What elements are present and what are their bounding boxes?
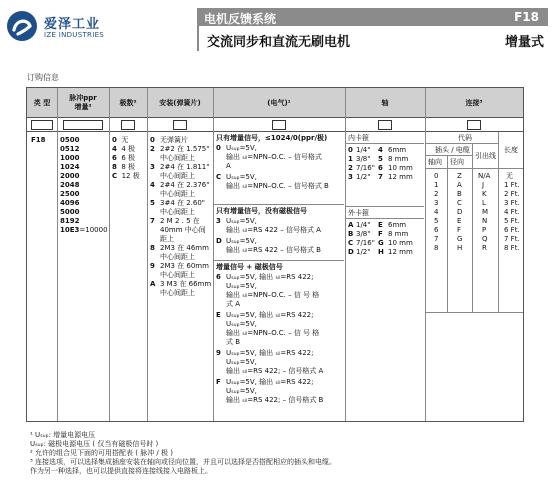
connection-radial-value: B (457, 190, 462, 198)
shaft-code: 5 (378, 155, 383, 163)
mount-desc: 2 M 2 . 5 在 (160, 217, 200, 225)
mount-desc: 3#4 在 2.60" (160, 199, 206, 207)
pole-option (112, 163, 135, 172)
connection-leadout-value: J (482, 181, 485, 189)
mount-desc: 2#2 在 1.575" (160, 145, 210, 153)
pole-code: 8 (112, 163, 117, 171)
ppr-option: 1024 (60, 163, 80, 171)
ppr-option: 2500 (60, 190, 80, 198)
col-ppr-header (57, 88, 109, 118)
connection-length-value: 8 Ft. (504, 244, 520, 252)
pole-code: 4 (112, 145, 117, 153)
shaft-group-title: 内卡箍 (348, 134, 369, 142)
electrical-section-title: 只有增量信号，没有磁极信号 (216, 207, 307, 215)
connection-axial-value: 2 (434, 190, 439, 198)
mount-desc: 2#4 在 2.376" (160, 181, 210, 189)
connection-radial-value: A (457, 181, 462, 189)
mount-desc: 中心间距上 (160, 208, 195, 216)
shaft-code: 6 (378, 164, 383, 172)
shaft-divider (346, 206, 424, 207)
connection-leadout-value: R (482, 244, 487, 252)
connection-length-value: 4 Ft. (504, 208, 520, 216)
shaft-code: 2 (348, 164, 353, 172)
shaft-code: C (348, 239, 354, 247)
shaft-size: 3/8" (356, 230, 371, 238)
connection-length-value: 5 Ft. (504, 217, 520, 225)
mount-desc: 无弹簧片 (160, 136, 188, 144)
pole-label: 12 极 (121, 172, 140, 180)
electrical-desc: 输出 ₛᵢₗ=NPN–O.C. – 信 号 格 (226, 329, 320, 337)
connection-axial-value: 3 (434, 199, 439, 207)
order-info-title: 订购信息 (27, 73, 59, 82)
pole-code: 6 (112, 154, 117, 162)
electrical-desc: 输出 ₛᵢₗ=RS 422; – 信号格式 A (226, 367, 324, 375)
header-band (197, 8, 548, 26)
connection-length: 长度 (504, 146, 518, 154)
shaft-size: 10 mm (388, 164, 413, 172)
col-shaft-header: 轴 (381, 98, 389, 107)
shaft-size: 8 mm (388, 155, 409, 163)
shaft-code: 0 (348, 146, 353, 154)
footnote: 作为另一种选择，也可以提供直接将连接线接入电路板上。 (30, 467, 212, 475)
col-poles-header: 极数² (119, 98, 137, 107)
footnote: Uₛᵤₚ: 磁极电源电压 ( 仅当有磁极信号时 ) (30, 440, 159, 448)
ordering-table (26, 87, 524, 422)
electrical-desc: Uₛᵤₚ=5V, (226, 320, 257, 328)
connection-code-title: 代码 (458, 134, 472, 142)
ppr-option: 2000 (60, 172, 80, 180)
connection-axial-value: 8 (434, 244, 439, 252)
electrical-desc: 式 A (226, 300, 241, 308)
connection-radial-value: Z (457, 172, 462, 180)
electrical-desc: Uₛᵤₚ=5V, 输出 ₛᵢₗ=RS 422; (226, 378, 314, 386)
encoder-type: 增量式 (504, 35, 544, 50)
connection-length-value: 6 Ft. (504, 226, 520, 234)
ppr-option: 5000 (60, 208, 80, 216)
electrical-desc: Uₛᵤₚ=5V, (226, 387, 257, 395)
mount-desc: 2#4 在 1.811" (160, 163, 210, 171)
brand-logo (6, 8, 134, 48)
ppr-option: 0500 (60, 136, 80, 144)
connection-axial-value: 6 (434, 226, 439, 234)
connection-axial: 轴向 (428, 158, 442, 166)
footnote: ³ 连接选项，可以选择集成插座安装在轴向或径向位置，并且可以选择是否搭配相应的插头和电缆。 (30, 458, 337, 466)
electrical-code: F (216, 378, 221, 386)
col-divider (425, 88, 426, 421)
connection-leadout: 引出线 (475, 152, 496, 160)
col-electrical-header: (电气)¹ (267, 98, 291, 107)
col-mount-header: 安装(弹簧片) (159, 98, 201, 107)
mount-code: A (150, 280, 156, 288)
connection-axial-value: 7 (434, 235, 439, 243)
mount-desc: 中心间距上 (160, 271, 195, 279)
shaft-size: 3/8" (356, 155, 371, 163)
mount-code: 7 (150, 217, 155, 225)
mount-desc: 中心间距上 (160, 253, 195, 261)
ppr-select-box[interactable] (63, 120, 103, 130)
type-value: F18 (31, 136, 46, 144)
electrical-desc: Uₛᵤₚ=5V, 输出 ₛᵢₗ=RS 422; (226, 273, 314, 281)
connection-axial-value: 4 (434, 208, 439, 216)
shaft-code: A (348, 221, 354, 229)
connection-divider (426, 155, 472, 156)
shaft-size: 1/4" (356, 146, 371, 154)
electrical-desc: 输出 ₛᵢₗ=NPN–O.C. – 信号格式 B (226, 182, 329, 190)
electrical-section-divider (214, 260, 344, 261)
electrical-desc: 输出 ₛᵢₗ=RS 422 – 信号格式 A (226, 226, 321, 234)
electrical-desc: Uₛᵤₚ=5V, (226, 237, 257, 245)
shaft-code: 3 (348, 173, 353, 181)
electrical-section-title: 只有增量信号，≤1024/0(ppr/极) (216, 134, 328, 142)
connection-length-value: 1 Ft. (504, 181, 520, 189)
connection-radial-value: F (457, 226, 462, 234)
ppr-option: 1000 (60, 154, 80, 162)
connection-divider (426, 143, 498, 144)
shaft-size: 1/4" (356, 221, 371, 229)
mount-code: 9 (150, 262, 155, 270)
shaft-divider (346, 218, 424, 219)
electrical-code: E (216, 311, 221, 319)
shaft-size: 1/2" (356, 248, 371, 256)
connection-col-divider (472, 144, 473, 312)
connection-radial-value: G (457, 235, 463, 243)
shaft-code: 1 (348, 155, 353, 163)
model-code: F18 (514, 10, 539, 24)
type-select-box[interactable] (31, 120, 53, 130)
connection-leadout-value: N/A (478, 172, 491, 180)
electrical-desc: Uₛᵤₚ=5V, 输出 ₛᵢₗ=RS 422; (226, 349, 314, 357)
connection-leadout-value: Q (482, 235, 488, 243)
connection-length-value: 无 (506, 172, 513, 180)
mount-desc: 40mm 中心间 (160, 226, 206, 234)
ppr-option: 8192 (60, 217, 80, 225)
col-ppr-header-line1: 脉冲ppr (69, 94, 97, 102)
electrical-desc: Uₛᵤₚ=5V, (226, 282, 257, 290)
shaft-code: D (348, 248, 354, 256)
pole-label: 8 极 (121, 163, 136, 171)
connection-leadout-value: P (482, 226, 487, 234)
connection-radial-value: E (457, 217, 462, 225)
electrical-desc: Uₛᵤₚ=5V, (226, 144, 257, 152)
pole-option (112, 145, 135, 154)
ppr-option: 2048 (60, 181, 80, 189)
connection-col-divider (498, 132, 499, 312)
shaft-code: B (348, 230, 354, 238)
mount-desc: 中心间距上 (160, 172, 195, 180)
connection-divider (426, 312, 523, 313)
connection-radial-value: C (457, 199, 462, 207)
table-header (27, 88, 523, 118)
electrical-desc: Uₛᵤₚ=5V, 输出 ₛᵢₗ=RS 422; (226, 311, 314, 319)
electrical-desc: Uₛᵤₚ=5V, (226, 358, 257, 366)
electrical-desc: 输出 ₛᵢₗ=NPN–O.C. – 信号格式 (226, 153, 322, 161)
shaft-size: 10 mm (388, 239, 413, 247)
shaft-code: 4 (378, 146, 383, 154)
poles-select-box[interactable] (121, 120, 135, 130)
mount-desc: 中心间距上 (160, 190, 195, 198)
shaft-size: 6mm (388, 221, 407, 229)
connection-leadout-value: N (482, 217, 488, 225)
mount-desc: 中心间距上 (160, 289, 195, 297)
electrical-section-title: 增量信号 + 磁极信号 (216, 263, 283, 271)
mount-desc: 中心间距上 (160, 154, 195, 162)
electrical-code: 6 (216, 273, 221, 281)
col-divider (213, 88, 214, 421)
connection-select-box[interactable] (467, 120, 481, 130)
connection-length-value: 2 Ft. (504, 190, 520, 198)
brand-logo-icon (6, 10, 38, 42)
connection-leadout-value: K (482, 190, 487, 198)
shaft-group-title: 外卡箍 (348, 209, 369, 217)
electrical-code: 0 (216, 144, 221, 152)
pole-option (112, 172, 140, 181)
pole-label: 6 极 (121, 154, 136, 162)
connection-length-value: 3 Ft. (504, 199, 520, 207)
pole-code: C (112, 172, 118, 180)
electrical-desc: Uₛᵤₚ=5V, (226, 173, 257, 181)
pole-code: 0 (112, 136, 117, 144)
connection-axial-value: 1 (434, 181, 439, 189)
mount-code: 4 (150, 181, 155, 189)
pole-label: 4 极 (121, 145, 136, 153)
connection-leadout-value: L (482, 199, 486, 207)
brand-name-en: IZE INDUSTRIES (44, 31, 105, 39)
col-connection-header: 连接³ (465, 98, 483, 107)
col-divider (147, 88, 148, 421)
shaft-size: 1/2" (356, 173, 371, 181)
connection-axial-value: 5 (434, 217, 439, 225)
electrical-select-box[interactable] (272, 120, 286, 130)
electrical-desc: Uₛᵤₚ=5V, (226, 217, 257, 225)
shaft-size: 7/16" (356, 164, 375, 172)
shaft-code: H (378, 248, 384, 256)
col-divider (57, 88, 58, 421)
mount-desc: 2M3 在 60mm (160, 262, 209, 270)
ppr-option: 4096 (60, 199, 80, 207)
ppr-option: 0512 (60, 145, 80, 153)
shaft-code: E (378, 221, 383, 229)
col-divider (345, 88, 346, 421)
mount-code: 5 (150, 199, 155, 207)
footnote: ² 允许的组合见下面的可用搭配表 ( 脉冲 / 极 ) (30, 449, 173, 457)
mount-select-box[interactable] (173, 120, 187, 130)
electrical-desc: 输出 ₛᵢₗ=NPN–O.C. – 信 号 格 (226, 291, 320, 299)
electrical-desc: A (226, 162, 231, 170)
electrical-desc: 式 B (226, 338, 241, 346)
electrical-code: 9 (216, 349, 221, 357)
mount-desc: 2M3 在 46mm (160, 244, 209, 252)
mount-code: 0 (150, 136, 155, 144)
mount-desc: 3 M3 在 66mm (160, 280, 212, 288)
electrical-desc: 输出 ₛᵢₗ=RS 422; – 信号格式 B (226, 396, 324, 404)
series-title: 电机反馈系统 (204, 12, 277, 26)
pole-label: 无 (121, 136, 129, 144)
footnote: ¹ Uₛᵤₚ: 增量电源电压 (30, 431, 96, 439)
connection-length-value: 7 Ft. (504, 235, 520, 243)
connection-plug-cable: 插头 / 电缆 (435, 146, 470, 154)
shaft-code: 7 (378, 173, 383, 181)
ppr-last-rest: =10000 (79, 226, 108, 234)
col-type-header: 类 型 (33, 98, 51, 107)
shaft-size: 8 mm (388, 230, 409, 238)
mount-desc: 距上 (160, 235, 174, 243)
connection-divider (426, 168, 523, 169)
shaft-size: 12 mm (388, 248, 413, 256)
connection-leadout-value: M (482, 208, 489, 216)
electrical-section-divider (214, 204, 344, 205)
shaft-code: F (378, 230, 383, 238)
brand-name-cn: 爱泽工业 (44, 17, 101, 32)
shaft-size: 6mm (388, 146, 407, 154)
pole-option (112, 154, 135, 163)
mount-code: 8 (150, 244, 155, 252)
mount-code: 3 (150, 163, 155, 171)
electrical-code: D (216, 237, 222, 245)
col-ppr-header-line2: 增量² (74, 103, 92, 111)
shaft-divider (346, 143, 424, 144)
shaft-select-box[interactable] (378, 120, 392, 130)
connection-radial: 径向 (450, 158, 464, 166)
ppr-last-code: 10E3 (60, 226, 80, 234)
pole-option (112, 136, 128, 145)
connection-col-divider (447, 156, 448, 312)
product-subtitle: 交流同步和直流无刷电机 (207, 35, 351, 50)
electrical-code: 3 (216, 217, 221, 225)
mount-code: 2 (150, 145, 155, 153)
shaft-size: 7/16" (356, 239, 375, 247)
electrical-code: C (216, 173, 222, 181)
connection-radial-value: H (457, 244, 463, 252)
col-divider (109, 88, 110, 421)
connection-radial-value: D (457, 208, 463, 216)
ppr-option (60, 226, 108, 235)
shaft-size: 12 mm (388, 173, 413, 181)
selection-box-row (27, 118, 523, 132)
connection-axial-value: 0 (434, 172, 439, 180)
shaft-code: G (378, 239, 384, 247)
electrical-desc: 输出 ₛᵢₗ=RS 422 – 信号格式 B (226, 246, 321, 254)
